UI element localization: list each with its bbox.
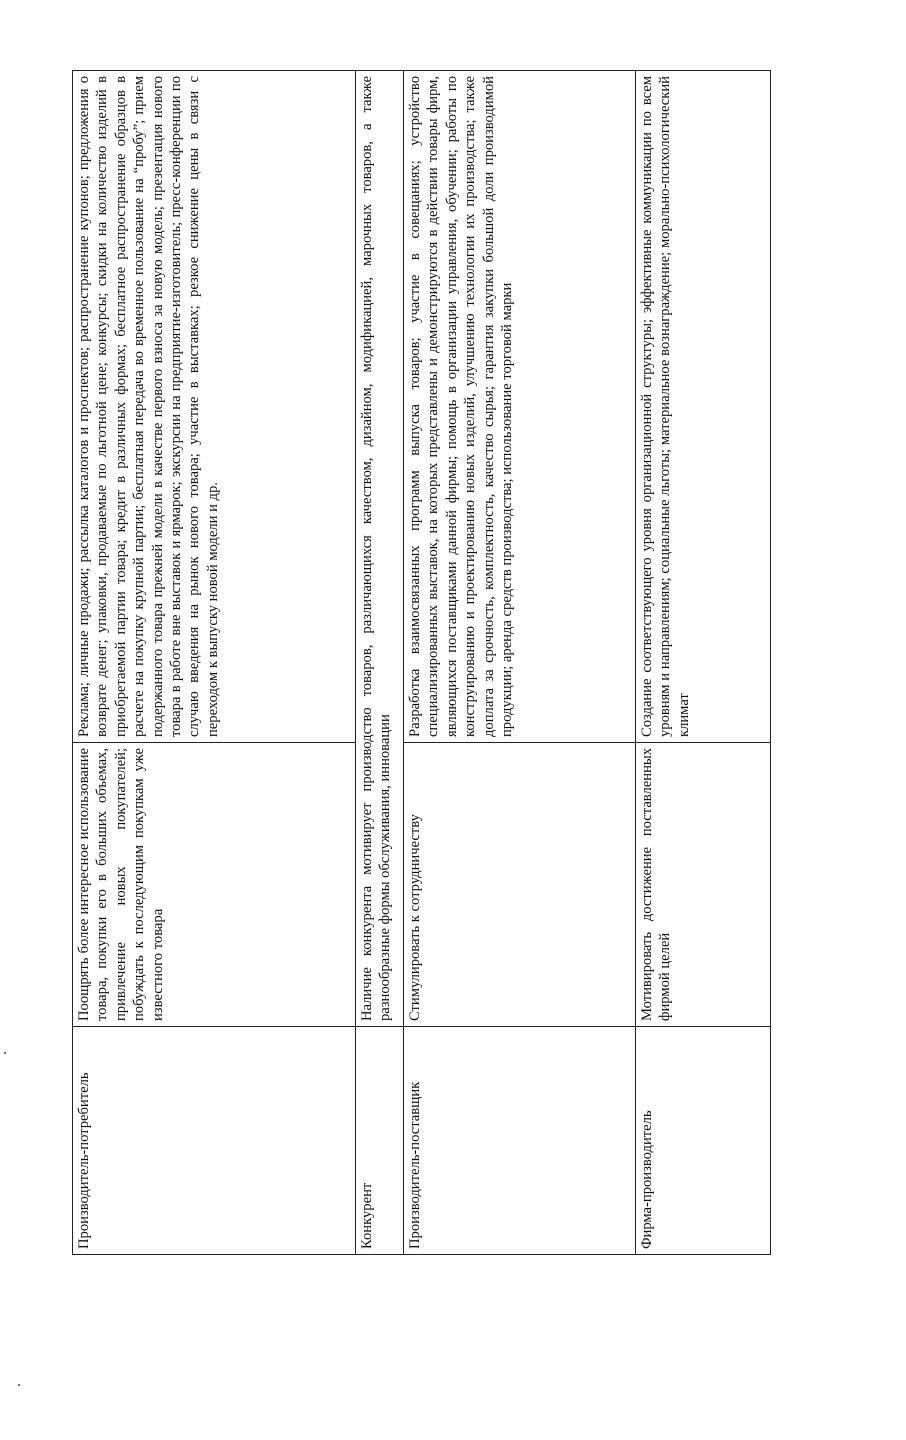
table-cell-methods: Реклама; личные продажи; рассылка каталогов и проспектов; распространение купонов; предложения о возврате денег; упаковки, продаваемые по льготной цене; конкурсы; скидки на количество изделий в приобретаемой партии товара; кредит в различных формах; бесплатное распространение образцов в расчете на покупку крупной партии; бесплатная передача во временное пользование на “пробу”; прием подержанного товара прежней модели в качестве первого взноса за новую модель; презентация нового товара в работе вне выставок и ярмарок; экскурсии на предприятие-изготовитель; пресс-конференции по случаю введения на рынок нового товара; участие в выставках; резкое снижение цены в связи с переходом к выпуску новой модели и др. [73, 71, 356, 743]
table-cell-methods: Создание соответствующего уровня организационной структуры; эффективные коммуникации по всем уровням и направлениям; социальные льготы; материальное вознаграждение; морально-психологический климат [636, 71, 771, 743]
table-cell-subject: Производитель-поставщик [404, 1027, 636, 1255]
table-cell-subject: Конкурент [356, 1027, 404, 1255]
rotated-table [72, 71, 770, 1255]
scan-speck [18, 1384, 20, 1386]
table-cell-goal: Мотивировать достижение поставленных фирмой целей [636, 743, 771, 1027]
table-cell-methods: Разработка взаимосвязанных программ выпуска товаров; участие в совещаниях; устройство специализированных выставок, на которых представлены и демонстрируются в действии товары фирм, являющихся поставщиками данной фирмы; помощь в организации управления, обучении; работы по конструированию и проектированию новых изделий, улучшению технологии их производства; также доплата за срочность, комплектность, качество сырья; гарантия закупки большой доли производимой продукции; аренда средств производства; использование торговой марки [404, 71, 636, 743]
table-row [636, 71, 771, 1255]
table-cell-goal: Стимулировать к сотрудничеству [404, 743, 636, 1027]
stimulation-table [72, 70, 771, 1255]
table-row [73, 71, 356, 1255]
table-cell-goal: Поощрять более интересное использование товара, покупки его в больших объемах, привлечение новых покупателей; побуждать к последующим покупкам уже известного товара [73, 743, 356, 1027]
table-cell-subject: Производитель-потребитель [73, 1027, 356, 1255]
table-row [404, 71, 636, 1255]
table-cell-merged: Наличие конкурента мотивирует производство товаров, различающихся качеством, дизайном, модификацией, марочных товаров, а также разнообразные формы обслуживания, инновации [356, 71, 404, 1027]
table-cell-subject: Фирма-производитель [636, 1027, 771, 1255]
scan-speck [4, 1052, 6, 1054]
table-row [356, 71, 404, 1255]
